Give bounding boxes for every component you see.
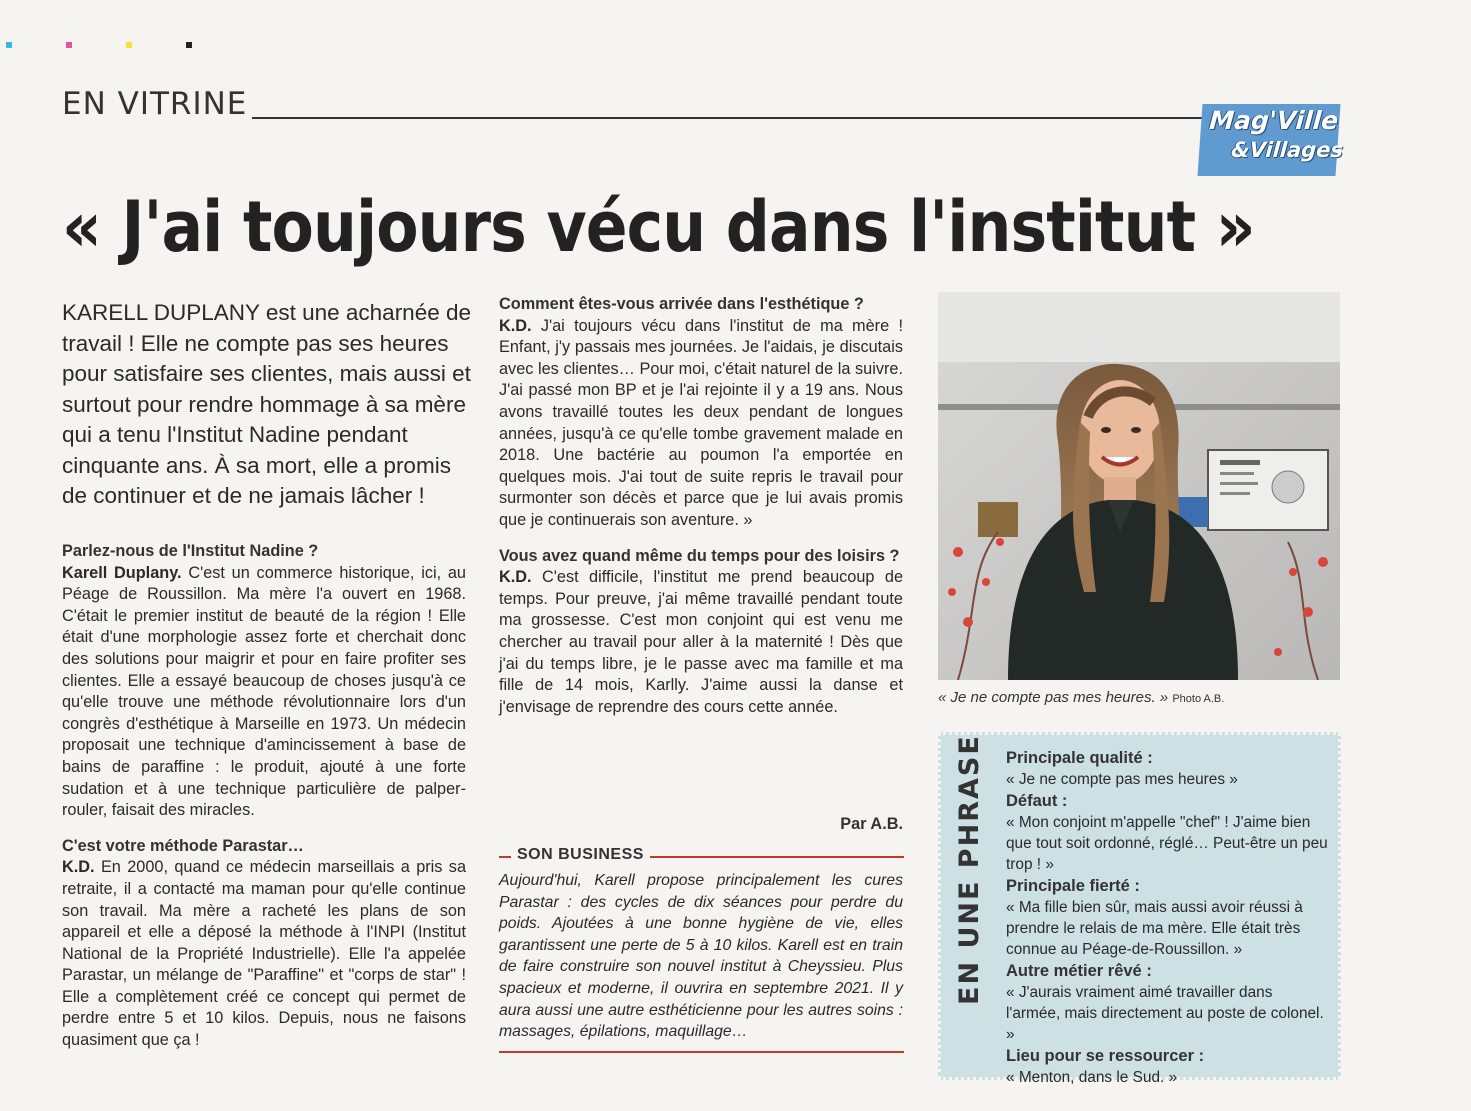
- mag-ville-logo: [1197, 104, 1344, 176]
- answer-3-speaker: K.D.: [499, 316, 532, 335]
- lead-paragraph: KARELL DUPLANY est une acharnée de travail ! Elle ne compte pas ses heures pour satisfaire ses clientes, mais aussi et surtout pour rendre hommage à sa mère qui a tenu l'Institut Nadine pendant cinquante ans. À sa mort, elle a promis de continuer et de ne jamais lâcher !: [62, 300, 471, 508]
- answer-4-speaker: K.D.: [499, 568, 532, 587]
- headline: « J'ai toujours vécu dans l'institut »: [62, 186, 1255, 268]
- registration-mark-magenta: [66, 42, 72, 48]
- question-3: Comment êtes-vous arrivée dans l'esthétique ?: [499, 295, 864, 313]
- phrase-value-qualite: « Je ne compte pas mes heures »: [1006, 771, 1238, 788]
- phrase-label-qualite: Principale qualité :: [1006, 749, 1153, 767]
- photo-caption: [938, 689, 1224, 706]
- phrase-label-fierte: Principale fierté :: [1006, 877, 1140, 895]
- answer-4: [499, 567, 903, 718]
- photo-credit: Photo A.B.: [1172, 693, 1225, 705]
- answer-3: [499, 316, 903, 532]
- answer-2: [62, 857, 466, 1051]
- logo-line-2: &Villages: [1230, 138, 1344, 162]
- phrase-value-metier: « J'aurais vraiment aimé travailler dans l'armée, mais directement au poste de colonel. »: [1006, 984, 1324, 1043]
- phrase-label-lieu: Lieu pour se ressourcer :: [1006, 1047, 1205, 1065]
- answer-1-text: C'est un commerce historique, ici, au Péage de Roussillon. Ma mère l'a ouvert en 1968. C'était le premier institut de beauté de la région ! Elle était d'une morphologie assez forte et cherchait donc des solutions pour maigrir et pour en faire profiter ses clientes. Elle a essayé beaucoup de choses jusqu'à ce qu'elle trouve une méthode révolutionnaire lors d'un congrès d'esthétique à Marseille en 1973. Un médecin proposait une technique d'amincissement à base de bains de paraffine : le produit, ajouté à une forte sudation et à une technique particulière de palper-rouler, faisait des miracles.: [62, 563, 466, 820]
- article-column-1: [62, 541, 466, 1052]
- question-2: C'est votre méthode Parastar…: [62, 836, 304, 855]
- phrase-label-defaut: Défaut :: [1006, 792, 1068, 810]
- business-title: SON BUSINESS: [511, 846, 650, 864]
- registration-mark-black: [186, 42, 192, 48]
- phrase-value-fierte: « Ma fille bien sûr, mais aussi avoir réussi à prendre le relais de ma mère. Elle était très connue au Péage-de-Roussillon. »: [1006, 899, 1303, 958]
- phrase-value-defaut: « Mon conjoint m'appelle "chef" ! J'aime bien que tout soit ordonné, réglé… Peut-être un peu trop ! »: [1006, 814, 1328, 873]
- section-label: EN VITRINE: [62, 86, 248, 122]
- registration-mark-yellow: [126, 42, 132, 48]
- phrase-label-metier: Autre métier rêvé :: [1006, 962, 1152, 980]
- business-text: Aujourd'hui, Karell propose principalement les cures Parastar : des cycles de dix séances pour perdre du poids. Ajoutées à une bonne hygiène de vie, elles garantissent une perte de 5 à 10 kilos. Karell est en train de faire construire son nouvel institut à Cheyssieu. Plus spacieux et moderne, il ouvrira en septembre 2021. Il y aura aussi une autre esthéticienne pour les autres soins : massages, épilations, maquillage…: [499, 872, 903, 1041]
- portrait-photo: [938, 292, 1340, 680]
- phrase-list: [1006, 748, 1328, 1089]
- answer-1-speaker: Karell Duplany.: [62, 563, 182, 582]
- answer-3-text: J'ai toujours vécu dans l'institut de ma mère ! Enfant, j'y passais mes journées. Je l'aidais, je discutais avec les clientes… Pour moi, c'était naturel de la suivre. J'ai passé mon BP et je l'ai rejointe il y a 19 ans. Nous avons travaillé toutes les deux pendant de longues années, jusqu'à ce qu'elle tombe gravement malade en 2018. Une bactérie au poumon l'a emportée en quelques mois. J'ai tout de suite repris le travail pour surmonter son décès et parce que je lui avais promis que je continuerais son aventure. »: [499, 316, 903, 529]
- en-une-phrase-title: EN UNE PHRASE: [954, 734, 985, 1005]
- answer-1: [62, 563, 466, 822]
- caption-text: « Je ne compte pas mes heures. »: [938, 689, 1169, 706]
- section-rule: [252, 117, 1202, 119]
- portrait-illustration: [938, 292, 1340, 680]
- registration-mark-cyan: [6, 42, 12, 48]
- answer-2-speaker: K.D.: [62, 858, 95, 877]
- byline: Par A.B.: [840, 815, 903, 833]
- logo-line-1: Mag'Ville: [1208, 106, 1340, 135]
- question-4: Vous avez quand même du temps pour des loisirs ?: [499, 546, 900, 565]
- article-column-2: [499, 294, 903, 718]
- business-rule-bottom: [499, 1051, 904, 1053]
- answer-2-text: En 2000, quand ce médecin marseillais a pris sa retraite, il a contacté ma maman pour qu'elle continue son travail. Ma mère a racheté les plans de son appareil et elle a déposé la méthode à l'INPI (Institut National de la Propriété Industrielle). Elle l'a appelée Parastar, un mélange de "Paraffine" et "corps de star" ! Elle a complètement créé ce concept qui permet de perdre entre 5 et 10 kilos. Depuis, nous ne faisons quasiment que ça !: [62, 858, 466, 1050]
- question-1: Parlez-nous de l'Institut Nadine ?: [62, 542, 319, 560]
- phrase-value-lieu: « Menton, dans le Sud. »: [1006, 1069, 1178, 1086]
- answer-4-text: C'est difficile, l'institut me prend beaucoup de temps. Pour preuve, j'ai même travaillé pendant toute ma grossesse. C'est mon conjoint qui est venu me chercher au travail pour aller à la maternité ! Dès que j'ai du temps libre, je le passe avec ma famille et ma fille de 14 mois, Karlly. J'aime aussi la danse et j'envisage de reprendre des cours cette année.: [499, 568, 903, 716]
